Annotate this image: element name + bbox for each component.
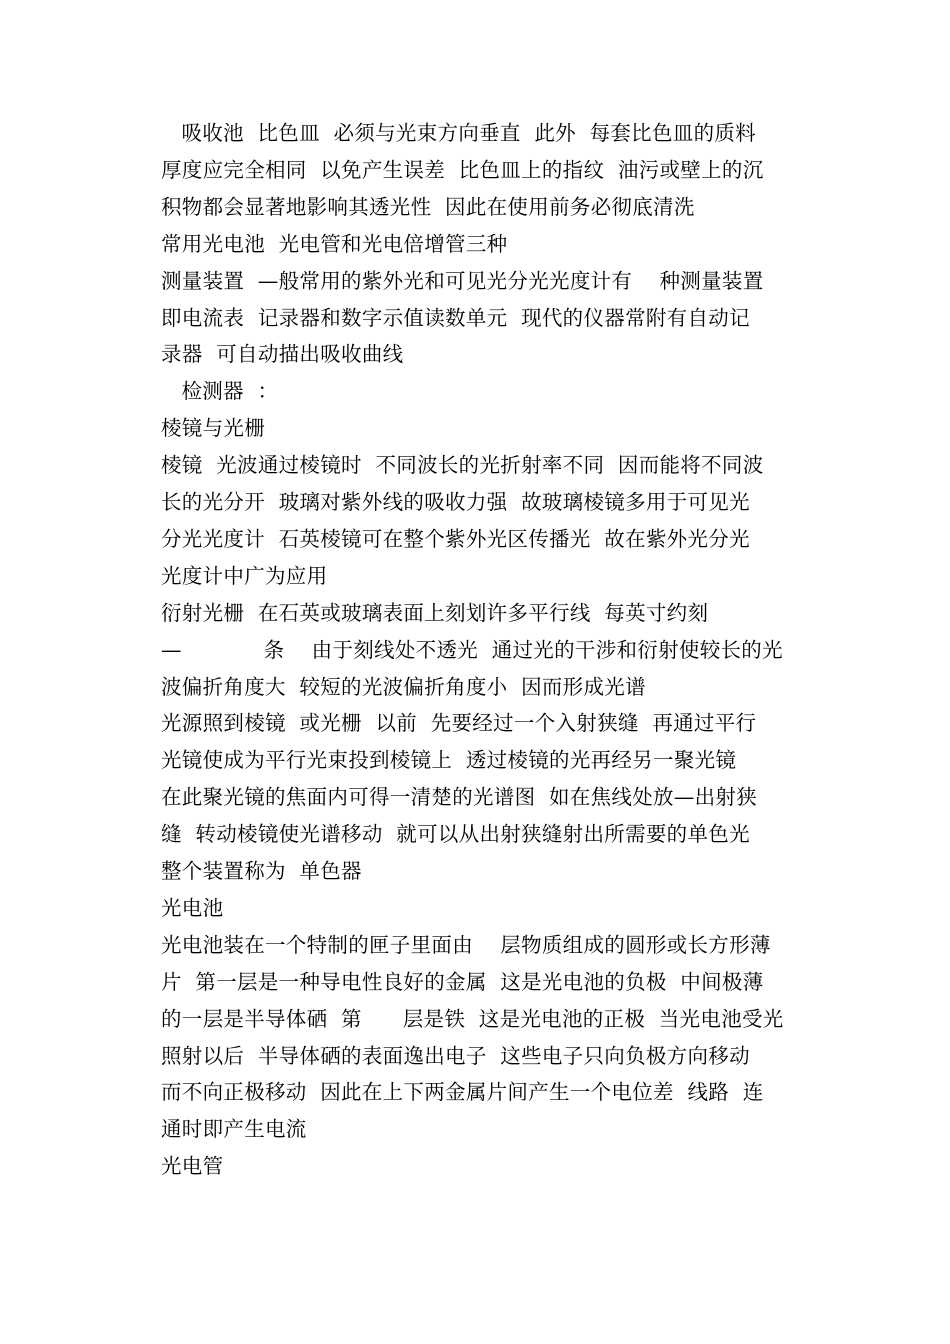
text-line: 衍射光栅 在石英或玻璃表面上刻划许多平行线 每英寸约刻 xyxy=(161,600,709,625)
text-line: 整个装置称为 单色器 xyxy=(161,859,362,883)
text-line: 录器 可自动描出吸收曲线 xyxy=(161,342,404,367)
text-line: 厚度应完全相同 以免产生误差 比色皿上的指纹 油污或壁上的沉 xyxy=(161,157,764,182)
text-line: 检测器 ： xyxy=(161,379,279,404)
text-line: 在此聚光镜的焦面内可得一清楚的光谱图 如在焦线处放—出射狭 xyxy=(161,785,758,810)
text-line: 测量装置 —般常用的紫外光和可见光分光光度计有 种测量装置 xyxy=(161,268,764,293)
text-line: 光镜使成为平行光束投到棱镜上 透过棱镜的光再经另一聚光镜 xyxy=(161,748,737,773)
text-line: 光电管 xyxy=(161,1154,224,1179)
text-line: 棱镜 光波通过棱镜时 不同波长的光折射率不同 因而能将不同波 xyxy=(161,453,764,478)
text-line: 波偏折角度大 较短的光波偏折角度小 因而形成光谱 xyxy=(161,674,646,699)
text-line: 棱镜与光栅 xyxy=(161,416,265,441)
text-line: — 条 由于刻线处不透光 通过光的干涉和衍射使较长的光 xyxy=(161,637,783,662)
text-line: 分光光度计 石英棱镜可在整个紫外光区传播光 故在紫外光分光 xyxy=(161,526,750,551)
text-line: 长的光分开 玻璃对紫外线的吸收力强 故玻璃棱镜多用于可见光 xyxy=(161,490,750,514)
text-line: 吸收池 比色皿 必须与光束方向垂直 此外 每套比色皿的质料 xyxy=(161,121,756,145)
text-line: 片 第一层是一种导电性良好的金属 这是光电池的负极 中间极薄 xyxy=(161,969,764,994)
text-line: 光电池装在一个特制的匣子里面由 层物质组成的圆形或长方形薄 xyxy=(161,932,771,957)
text-line: 光度计中广为应用 xyxy=(161,563,328,588)
text-line: 而不向正极移动 因此在上下两金属片间产生一个电位差 线路 连 xyxy=(161,1080,764,1105)
text-line: 通时即产生电流 xyxy=(161,1117,307,1142)
text-line: 积物都会显著地影响其透光性 因此在使用前务必彻底清洗 xyxy=(161,194,695,219)
text-line: 缝 转动棱镜使光谱移动 就可以从出射狭缝射出所需要的单色光 xyxy=(161,822,750,847)
text-line: 光源照到棱镜 或光栅 以前 先要经过一个入射狭缝 再通过平行 xyxy=(161,711,757,736)
text-line: 光电池 xyxy=(161,895,224,920)
text-line: 即电流表 记录器和数字示值读数单元 现代的仪器常附有自动记 xyxy=(161,305,750,330)
text-line: 的一层是半导体硒 第 层是铁 这是光电池的正极 当光电池受光 xyxy=(161,1006,784,1031)
text-line: 照射以后 半导体硒的表面逸出电子 这些电子只向负极方向移动 xyxy=(161,1043,750,1068)
text-line: 常用光电池 光电管和光电倍增管三种 xyxy=(161,231,508,256)
